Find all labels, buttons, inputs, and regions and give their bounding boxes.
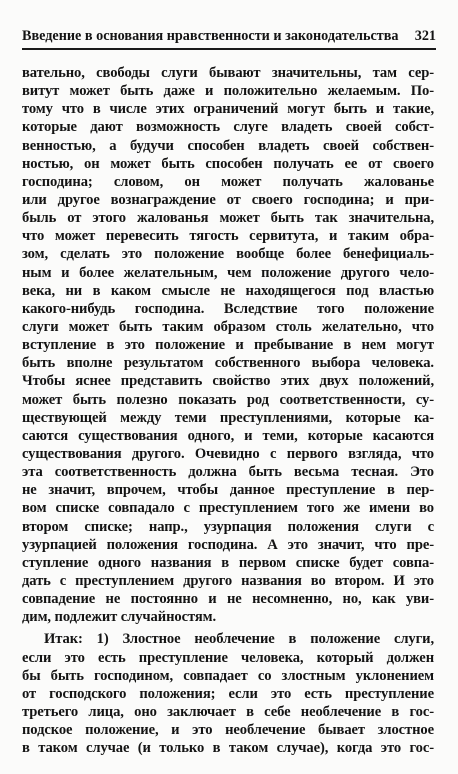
text-line: быль от этого жалованья может быть так значительна, xyxy=(22,210,434,227)
text-line: эта соответственность должна быть весьма тесная. Это xyxy=(22,464,434,481)
text-line: не значит, впрочем, чтобы данное преступление в пер- xyxy=(22,482,434,499)
text-line: зом, сделать это положение вообще более бенефициаль- xyxy=(22,246,434,263)
text-line: Итак: 1) Злостное необлечение в положение слуги, xyxy=(44,631,434,648)
text-line: или другое вознаграждение от своего господина; и при- xyxy=(22,191,434,208)
text-line: быть вполне результатом собственного выбора человека. xyxy=(22,355,434,372)
text-line: вом списке совпадало с преступлением того же имени во xyxy=(22,500,434,517)
text-line: узурпацией положения господина. А это значит, что пре- xyxy=(22,536,434,553)
text-line: дим, подлежит случайностям. xyxy=(22,609,217,626)
text-line: если это есть преступление человека, который должен xyxy=(22,649,434,666)
page-number: 321 xyxy=(414,28,436,44)
text-line: что может перевесить тягость сервитута, и таким обра- xyxy=(22,228,434,245)
text-line: тому что в числе этих ограничений могут быть и такие, xyxy=(22,101,434,118)
text-line: ществующей между теми преступлениями, которые ка- xyxy=(22,409,434,426)
text-line: бы быть господином, совпадает со злостным уклонением xyxy=(22,667,434,684)
text-line: какого-нибудь господина. Вследствие того положение xyxy=(22,300,434,317)
body-text xyxy=(22,64,434,757)
text-line: дать с преступлением другого названия во втором. И это xyxy=(22,572,434,589)
text-line: может быть полезно показать род соответственности, су- xyxy=(22,391,434,408)
text-line: века, ни в каком смысле не находящегося под властью xyxy=(22,282,434,299)
text-line: ступление одного названия в первом списке будет совпа- xyxy=(22,554,434,571)
text-line: саются существования одного, и теми, которые касаются xyxy=(22,427,434,444)
text-line: ным и более желательным, чем положение другого чело- xyxy=(22,264,434,281)
text-line: совпадение не постоянно и не несомненно, но, как уви- xyxy=(22,591,434,608)
text-line: Чтобы яснее представить свойство этих двух положений, xyxy=(22,373,434,390)
running-title: Введение в основания нравственности и законодательства xyxy=(22,28,399,44)
text-line: венностью, а будучи способен владеть своей собствен- xyxy=(22,137,434,154)
header-rule xyxy=(22,48,436,50)
text-line: втором списке; напр., узурпация положения слуги с xyxy=(22,518,434,535)
text-line: от господского положения; если это есть преступление xyxy=(22,685,434,702)
paragraph-2 xyxy=(22,630,434,757)
text-line: слуги может быть таким образом столь желательно, что xyxy=(22,318,434,335)
text-line: третьего лица, оно заключает в себе необлечение в гос- xyxy=(22,703,434,720)
text-line: подское положение, и это необлечение бывает злостное xyxy=(22,722,434,739)
text-line: существования другого. Очевидно с первого взгляда, что xyxy=(22,445,434,462)
text-line: в таком случае (и только в таком случае), когда это гос- xyxy=(22,740,434,757)
running-header xyxy=(22,26,436,46)
text-line: вступление в это положение и пребывание в нем могут xyxy=(22,337,434,354)
text-line: витут может быть даже и положительно желаемым. По- xyxy=(22,83,434,100)
text-line: вательно, свободы слуги бывают значительны, там сер- xyxy=(22,65,434,81)
text-line: ностью, он может быть способен получать ее от своего xyxy=(22,155,434,172)
text-line: которые дают возможность слуге владеть своей собст- xyxy=(22,119,434,136)
paragraph-1 xyxy=(22,64,434,626)
text-line: господина; словом, он может получать жалованье xyxy=(22,173,434,190)
